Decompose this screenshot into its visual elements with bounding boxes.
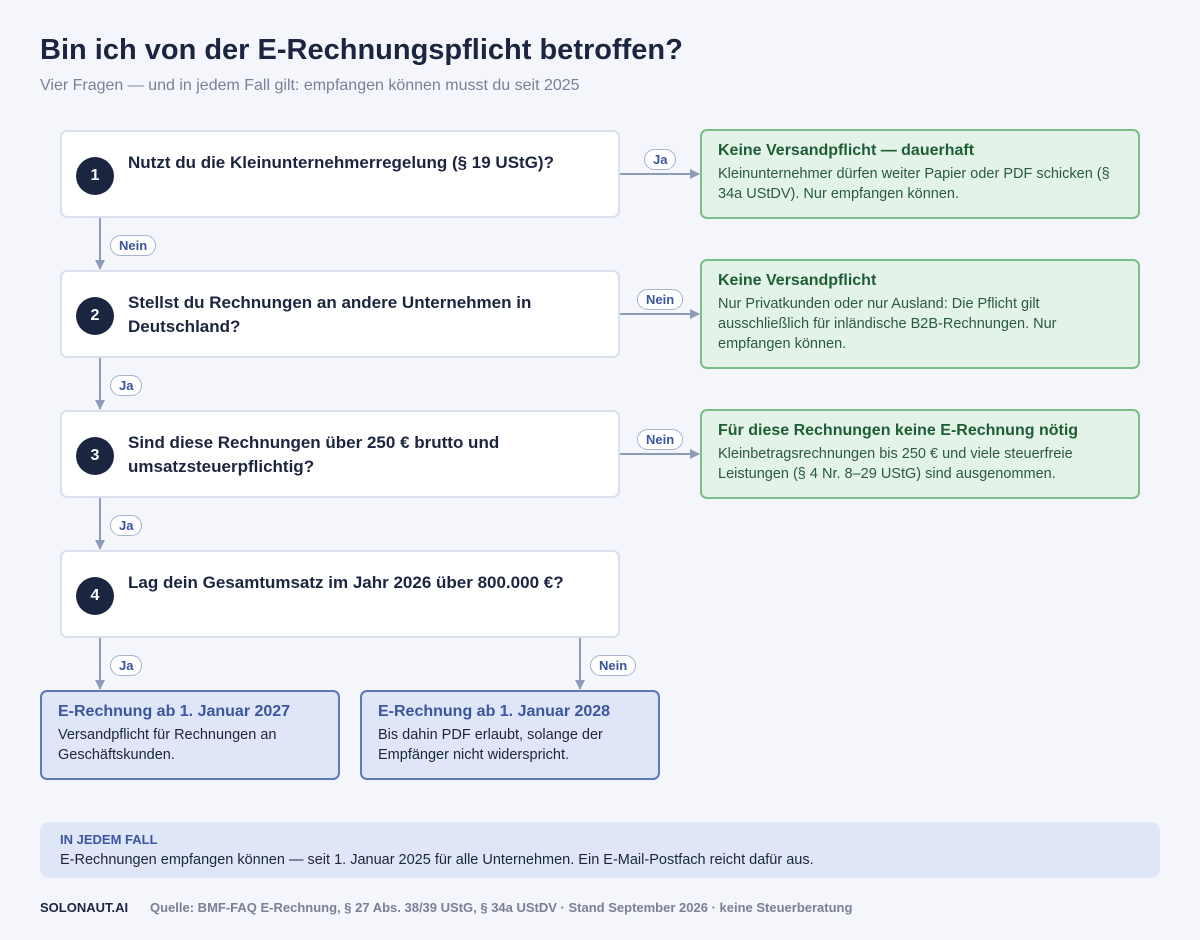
outcome-box-2 bbox=[700, 259, 1140, 369]
note-text: E-Rechnungen empfangen können — seit 1. Januar 2025 für alle Unternehmen. Ein E-Mail-Postfach reicht dafür aus. bbox=[60, 852, 814, 868]
result-box-2027 bbox=[40, 690, 340, 780]
outcome-title: Keine Versandpflicht — dauerhaft bbox=[718, 142, 975, 159]
outcome-title: Für diese Rechnungen keine E-Rechnung nötig bbox=[718, 422, 1079, 439]
branch-label-q2-down: Ja bbox=[110, 375, 142, 396]
question-box-3 bbox=[60, 410, 620, 498]
question-number-badge: 4 bbox=[76, 577, 114, 615]
question-number-badge: 1 bbox=[76, 157, 114, 195]
question-number-badge: 2 bbox=[76, 297, 114, 335]
page-subtitle: Vier Fragen — und in jedem Fall gilt: empfangen können musst du seit 2025 bbox=[40, 77, 580, 94]
branch-label-q3-side: Nein bbox=[637, 429, 683, 450]
question-number-badge: 3 bbox=[76, 437, 114, 475]
page-title: Bin ich von der E-Rechnungspflicht betroffen? bbox=[40, 34, 683, 66]
result-box-2028 bbox=[360, 690, 660, 780]
result-text: Versandpflicht für Rechnungen an Geschäftskunden. bbox=[58, 727, 277, 763]
branch-label-q4-yes: Ja bbox=[110, 655, 142, 676]
outcome-text: Kleinbetragsrechnungen bis 250 € und viele steuerfreie Leistungen (§ 4 Nr. 8–29 UStG) sind ausgenommen. bbox=[718, 446, 1073, 482]
footer-source: Quelle: BMF-FAQ E-Rechnung, § 27 Abs. 38/39 UStG, § 34a UStDV · Stand September 2026 · keine Steuerberatung bbox=[150, 900, 853, 915]
branch-label-q4-no: Nein bbox=[590, 655, 636, 676]
branch-label-q2-side: Nein bbox=[637, 289, 683, 310]
question-box-4 bbox=[60, 550, 620, 638]
outcome-title: Keine Versandpflicht bbox=[718, 272, 877, 289]
result-title: E-Rechnung ab 1. Januar 2028 bbox=[378, 703, 611, 720]
branch-label-q1-down: Nein bbox=[110, 235, 156, 256]
outcome-text: Kleinunternehmer dürfen weiter Papier oder PDF schicken (§ 34a UStDV). Nur empfangen können. bbox=[718, 166, 1110, 202]
branch-label-q1-side: Ja bbox=[644, 149, 676, 170]
question-text: Lag dein Gesamtumsatz im Jahr 2026 über 800.000 €? bbox=[128, 573, 564, 592]
question-box-2 bbox=[60, 270, 620, 358]
note-label: IN JEDEM FALL bbox=[60, 832, 158, 847]
result-text: Bis dahin PDF erlaubt, solange der Empfänger nicht widerspricht. bbox=[378, 727, 603, 763]
outcome-box-3 bbox=[700, 409, 1140, 499]
question-text: Sind diese Rechnungen über 250 € brutto und umsatzsteuerpflichtig? bbox=[128, 433, 500, 476]
branch-label-q3-down: Ja bbox=[110, 515, 142, 536]
outcome-box-1 bbox=[700, 129, 1140, 219]
note-box bbox=[40, 822, 1160, 878]
result-title: E-Rechnung ab 1. Januar 2027 bbox=[58, 703, 291, 720]
question-text: Stellst du Rechnungen an andere Unternehmen in Deutschland? bbox=[128, 293, 532, 336]
question-text: Nutzt du die Kleinunternehmerregelung (§ 19 UStG)? bbox=[128, 153, 554, 172]
footer-brand: SOLONAUT.AI bbox=[40, 900, 129, 915]
outcome-text: Nur Privatkunden oder nur Ausland: Die Pflicht gilt ausschließlich für inländische B2B-Rechnungen. Nur empfangen können. bbox=[718, 296, 1057, 352]
question-box-1 bbox=[60, 130, 620, 218]
